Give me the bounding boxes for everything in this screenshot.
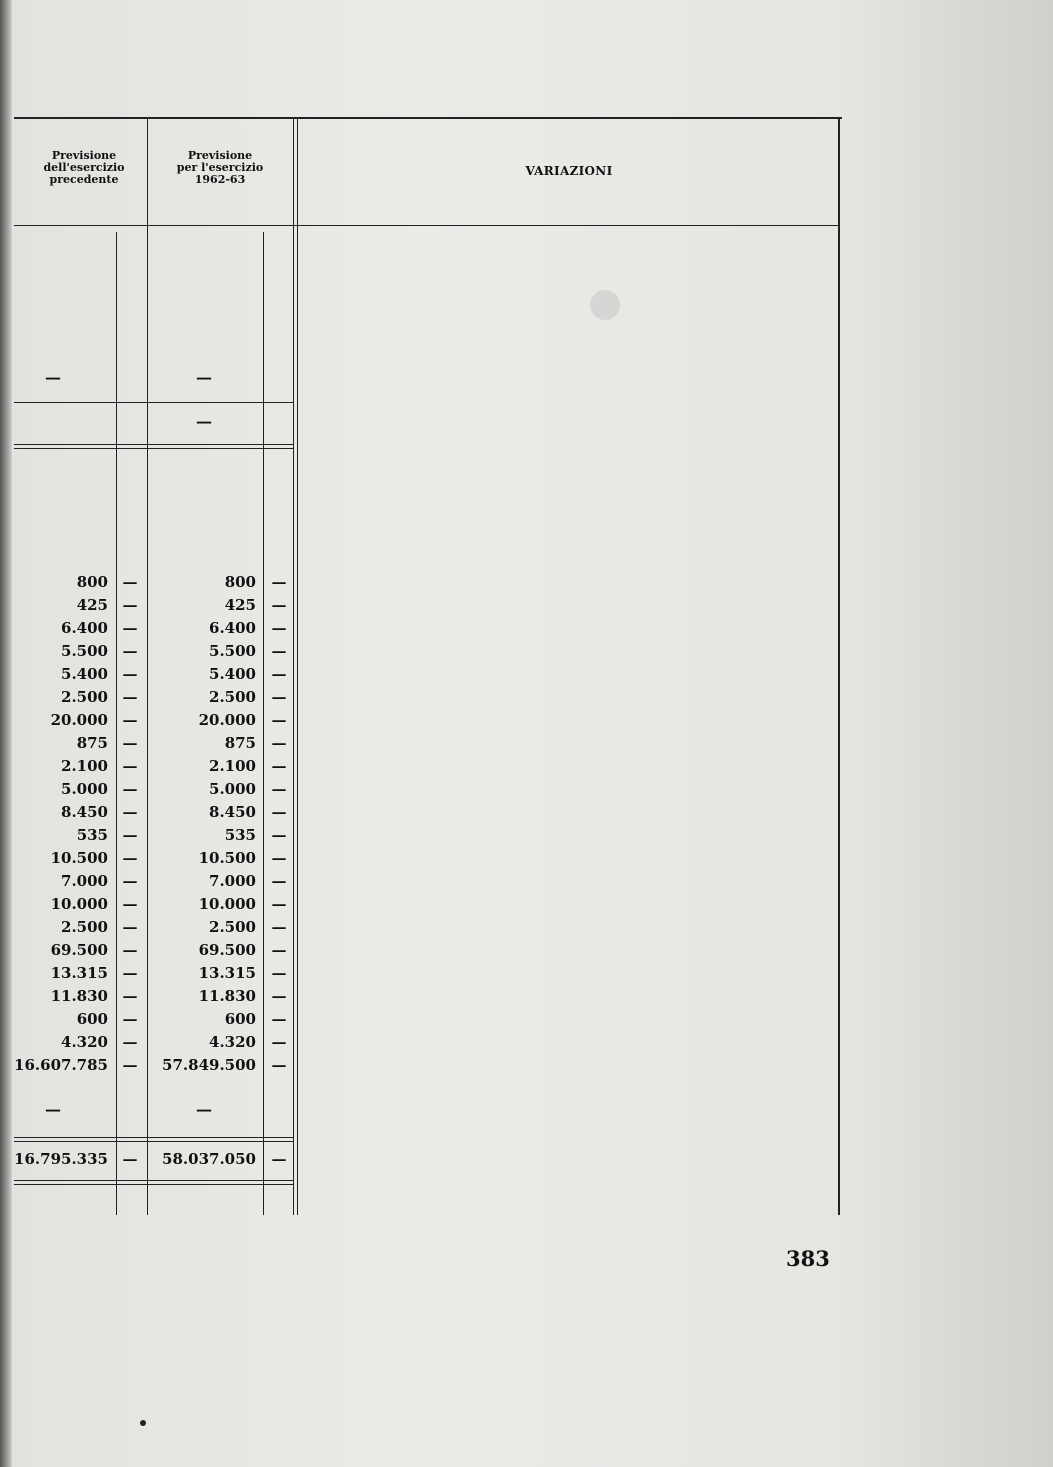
dash: — [122,688,138,706]
current-amount: 4.320 [209,1033,256,1051]
current-amount: 5.400 [209,665,256,683]
dash: — [122,642,138,660]
dash: — [271,941,287,959]
dash: — [271,665,287,683]
total-current: 58.037.050 [162,1150,256,1168]
previous-amount: 4.320 [61,1033,108,1051]
empty-dash: — [45,1100,61,1119]
previous-amount: 535 [76,826,108,844]
current-amount: 69.500 [198,941,256,959]
previous-amount: 875 [76,734,108,752]
table-row [0,941,300,964]
table-row [0,711,300,734]
previous-amount: 2.100 [61,757,108,775]
dash: — [271,619,287,637]
table-row [0,780,300,803]
previous-amount: 800 [76,573,108,591]
current-amount: 800 [224,573,256,591]
table-top-rule [14,117,842,119]
header-current-forecast [164,150,276,186]
dash: — [271,895,287,913]
previous-amount: 2.500 [61,688,108,706]
dash: — [271,964,287,982]
dash: — [122,711,138,729]
current-amount: 2.500 [209,918,256,936]
current-amount: 425 [224,596,256,614]
section-double-rule [14,444,294,445]
dash: — [271,1056,287,1074]
dash: — [271,573,287,591]
dash: — [122,895,138,913]
header-line: Previsione [187,149,253,162]
dash: — [271,780,287,798]
table-row [0,573,300,596]
header-line: 1962-63 [194,173,246,186]
dash: — [122,619,138,637]
table-row [0,826,300,849]
dash: — [122,1010,138,1028]
current-amount: 6.400 [209,619,256,637]
table-row [0,849,300,872]
current-amount: 10.000 [198,895,256,913]
dash: — [271,1010,287,1028]
dash: — [271,642,287,660]
previous-amount: 7.000 [61,872,108,890]
dash: — [271,757,287,775]
table-row [0,1033,300,1056]
previous-amount: 10.000 [50,895,108,913]
dash: — [122,918,138,936]
table-row [0,619,300,642]
dash: — [122,941,138,959]
dash: — [271,918,287,936]
dash: — [122,734,138,752]
dash: — [271,734,287,752]
table-row [0,734,300,757]
header-line: Previsione [51,149,117,162]
table-row [0,596,300,619]
dash: — [122,780,138,798]
previous-amount: 5.400 [61,665,108,683]
table-row [0,803,300,826]
table-row [0,665,300,688]
header-variazioni: VARIAZIONI [525,164,613,178]
dash: — [271,596,287,614]
dash: — [122,964,138,982]
current-amount: 7.000 [209,872,256,890]
total-previous: 16.795.335 [14,1150,108,1168]
empty-dash: — [196,412,212,431]
dash: — [122,987,138,1005]
dash: — [271,1033,287,1051]
dash: — [271,1150,287,1168]
dash: — [271,849,287,867]
previous-amount: 6.400 [61,619,108,637]
current-amount: 2.100 [209,757,256,775]
total-rule [14,1141,294,1142]
dash: — [122,573,138,591]
empty-dash: — [45,368,61,387]
table-row [0,757,300,780]
dash: — [122,849,138,867]
previous-amount: 5.000 [61,780,108,798]
dash: — [122,1150,138,1168]
previous-amount: 69.500 [50,941,108,959]
table-row [0,872,300,895]
table-row [0,918,300,941]
previous-amount: 2.500 [61,918,108,936]
total-rule [14,1137,294,1138]
scan-smudge [140,1420,146,1426]
dash: — [122,757,138,775]
current-amount: 5.000 [209,780,256,798]
current-amount: 535 [224,826,256,844]
previous-amount: 8.450 [61,803,108,821]
header-line: per l'esercizio [176,161,264,174]
dash: — [122,1033,138,1051]
current-amount: 8.450 [209,803,256,821]
empty-dash: — [196,368,212,387]
current-amount: 5.500 [209,642,256,660]
dash: — [271,826,287,844]
total-rule [14,1180,294,1181]
total-row [0,1150,300,1174]
current-amount: 20.000 [198,711,256,729]
previous-amount: 16.607.785 [14,1056,108,1074]
previous-amount: 425 [76,596,108,614]
previous-amount: 11.830 [50,987,108,1005]
current-amount: 2.500 [209,688,256,706]
scan-smudge [590,290,620,320]
table-row [0,964,300,987]
table-row [0,1056,300,1079]
table-row [0,1010,300,1033]
dash: — [122,872,138,890]
current-amount: 13.315 [198,964,256,982]
table-row [0,642,300,665]
header-previous-forecast [28,150,140,186]
header-line: dell'esercizio [43,161,125,174]
previous-amount: 10.500 [50,849,108,867]
current-amount: 600 [224,1010,256,1028]
current-amount: 10.500 [198,849,256,867]
empty-dash: — [196,1100,212,1119]
total-rule [14,1184,294,1185]
page-number: 383 [786,1246,830,1271]
dash: — [271,872,287,890]
dash: — [122,803,138,821]
dash: — [122,826,138,844]
header-line: precedente [49,173,119,186]
previous-amount: 600 [76,1010,108,1028]
header-bottom-rule [14,225,838,226]
previous-amount: 5.500 [61,642,108,660]
dash: — [271,987,287,1005]
dash: — [271,711,287,729]
section-rule [14,402,294,403]
dash: — [122,665,138,683]
dash: — [122,596,138,614]
table-row [0,688,300,711]
section-double-rule [14,448,294,449]
dash: — [271,803,287,821]
current-amount: 57.849.500 [162,1056,256,1074]
table-row [0,987,300,1010]
dash: — [271,688,287,706]
previous-amount: 20.000 [50,711,108,729]
right-frame-rule [838,117,840,1215]
current-amount: 11.830 [198,987,256,1005]
current-amount: 875 [224,734,256,752]
dash: — [122,1056,138,1074]
previous-amount: 13.315 [50,964,108,982]
table-row [0,895,300,918]
